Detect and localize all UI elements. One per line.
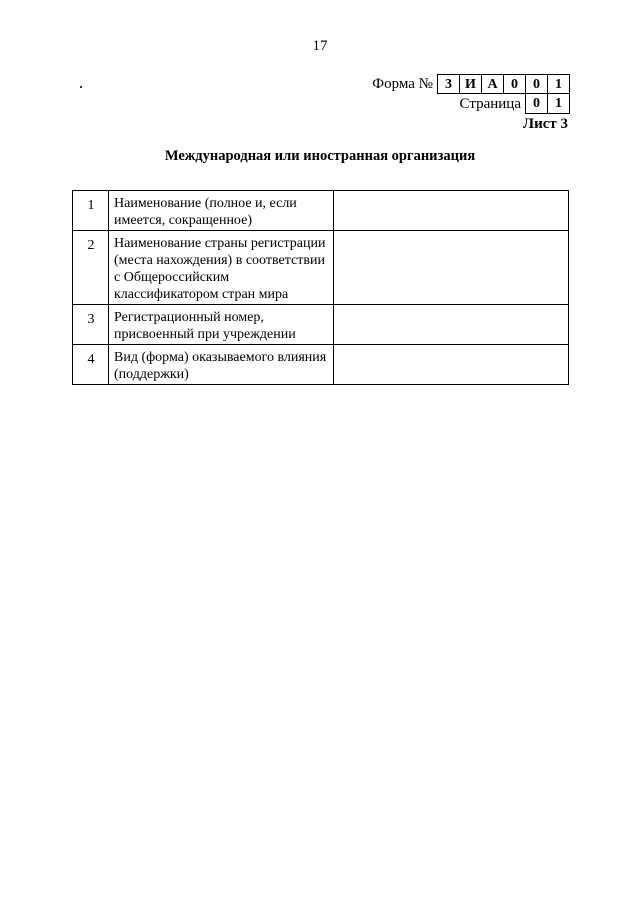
table-row	[73, 231, 569, 305]
row-label: Наименование страны регистрации (места нахождения) в соответствии с Общероссийским классификатором стран мира	[109, 231, 334, 305]
form-number-row	[372, 74, 570, 94]
row-label: Наименование (полное и, если имеется, сокращенное)	[109, 191, 334, 231]
organization-table	[72, 190, 569, 385]
form-number-label: Форма №	[372, 76, 433, 92]
page-code-row	[460, 94, 570, 114]
page-code-cells	[525, 94, 570, 114]
form-code-cell: И	[460, 75, 482, 93]
form-code-cell: 3	[438, 75, 460, 93]
page-code-label: Страница	[459, 96, 521, 112]
sheet-label: Лист 3	[522, 116, 568, 132]
page-code-cell: 1	[548, 94, 570, 113]
page-code-cell: 0	[526, 94, 548, 113]
scan-speck	[80, 86, 82, 88]
table-row	[73, 305, 569, 345]
form-code-cell: 1	[548, 75, 570, 93]
form-code-cell: 0	[526, 75, 548, 93]
row-number: 4	[73, 345, 109, 385]
table-row	[73, 191, 569, 231]
row-number: 1	[73, 191, 109, 231]
form-code-cells	[437, 74, 570, 94]
document-title: Международная или иностранная организация	[164, 148, 476, 164]
row-number: 3	[73, 305, 109, 345]
row-number: 2	[73, 231, 109, 305]
page-number: 17	[312, 38, 328, 54]
form-code-cell: 0	[504, 75, 526, 93]
row-value-field[interactable]	[334, 191, 569, 231]
row-label: Регистрационный номер, присвоенный при учреждении	[109, 305, 334, 345]
row-value-field[interactable]	[334, 345, 569, 385]
row-value-field[interactable]	[334, 231, 569, 305]
row-value-field[interactable]	[334, 305, 569, 345]
row-label: Вид (форма) оказываемого влияния (поддержки)	[109, 345, 334, 385]
form-code-cell: А	[482, 75, 504, 93]
table-row	[73, 345, 569, 385]
